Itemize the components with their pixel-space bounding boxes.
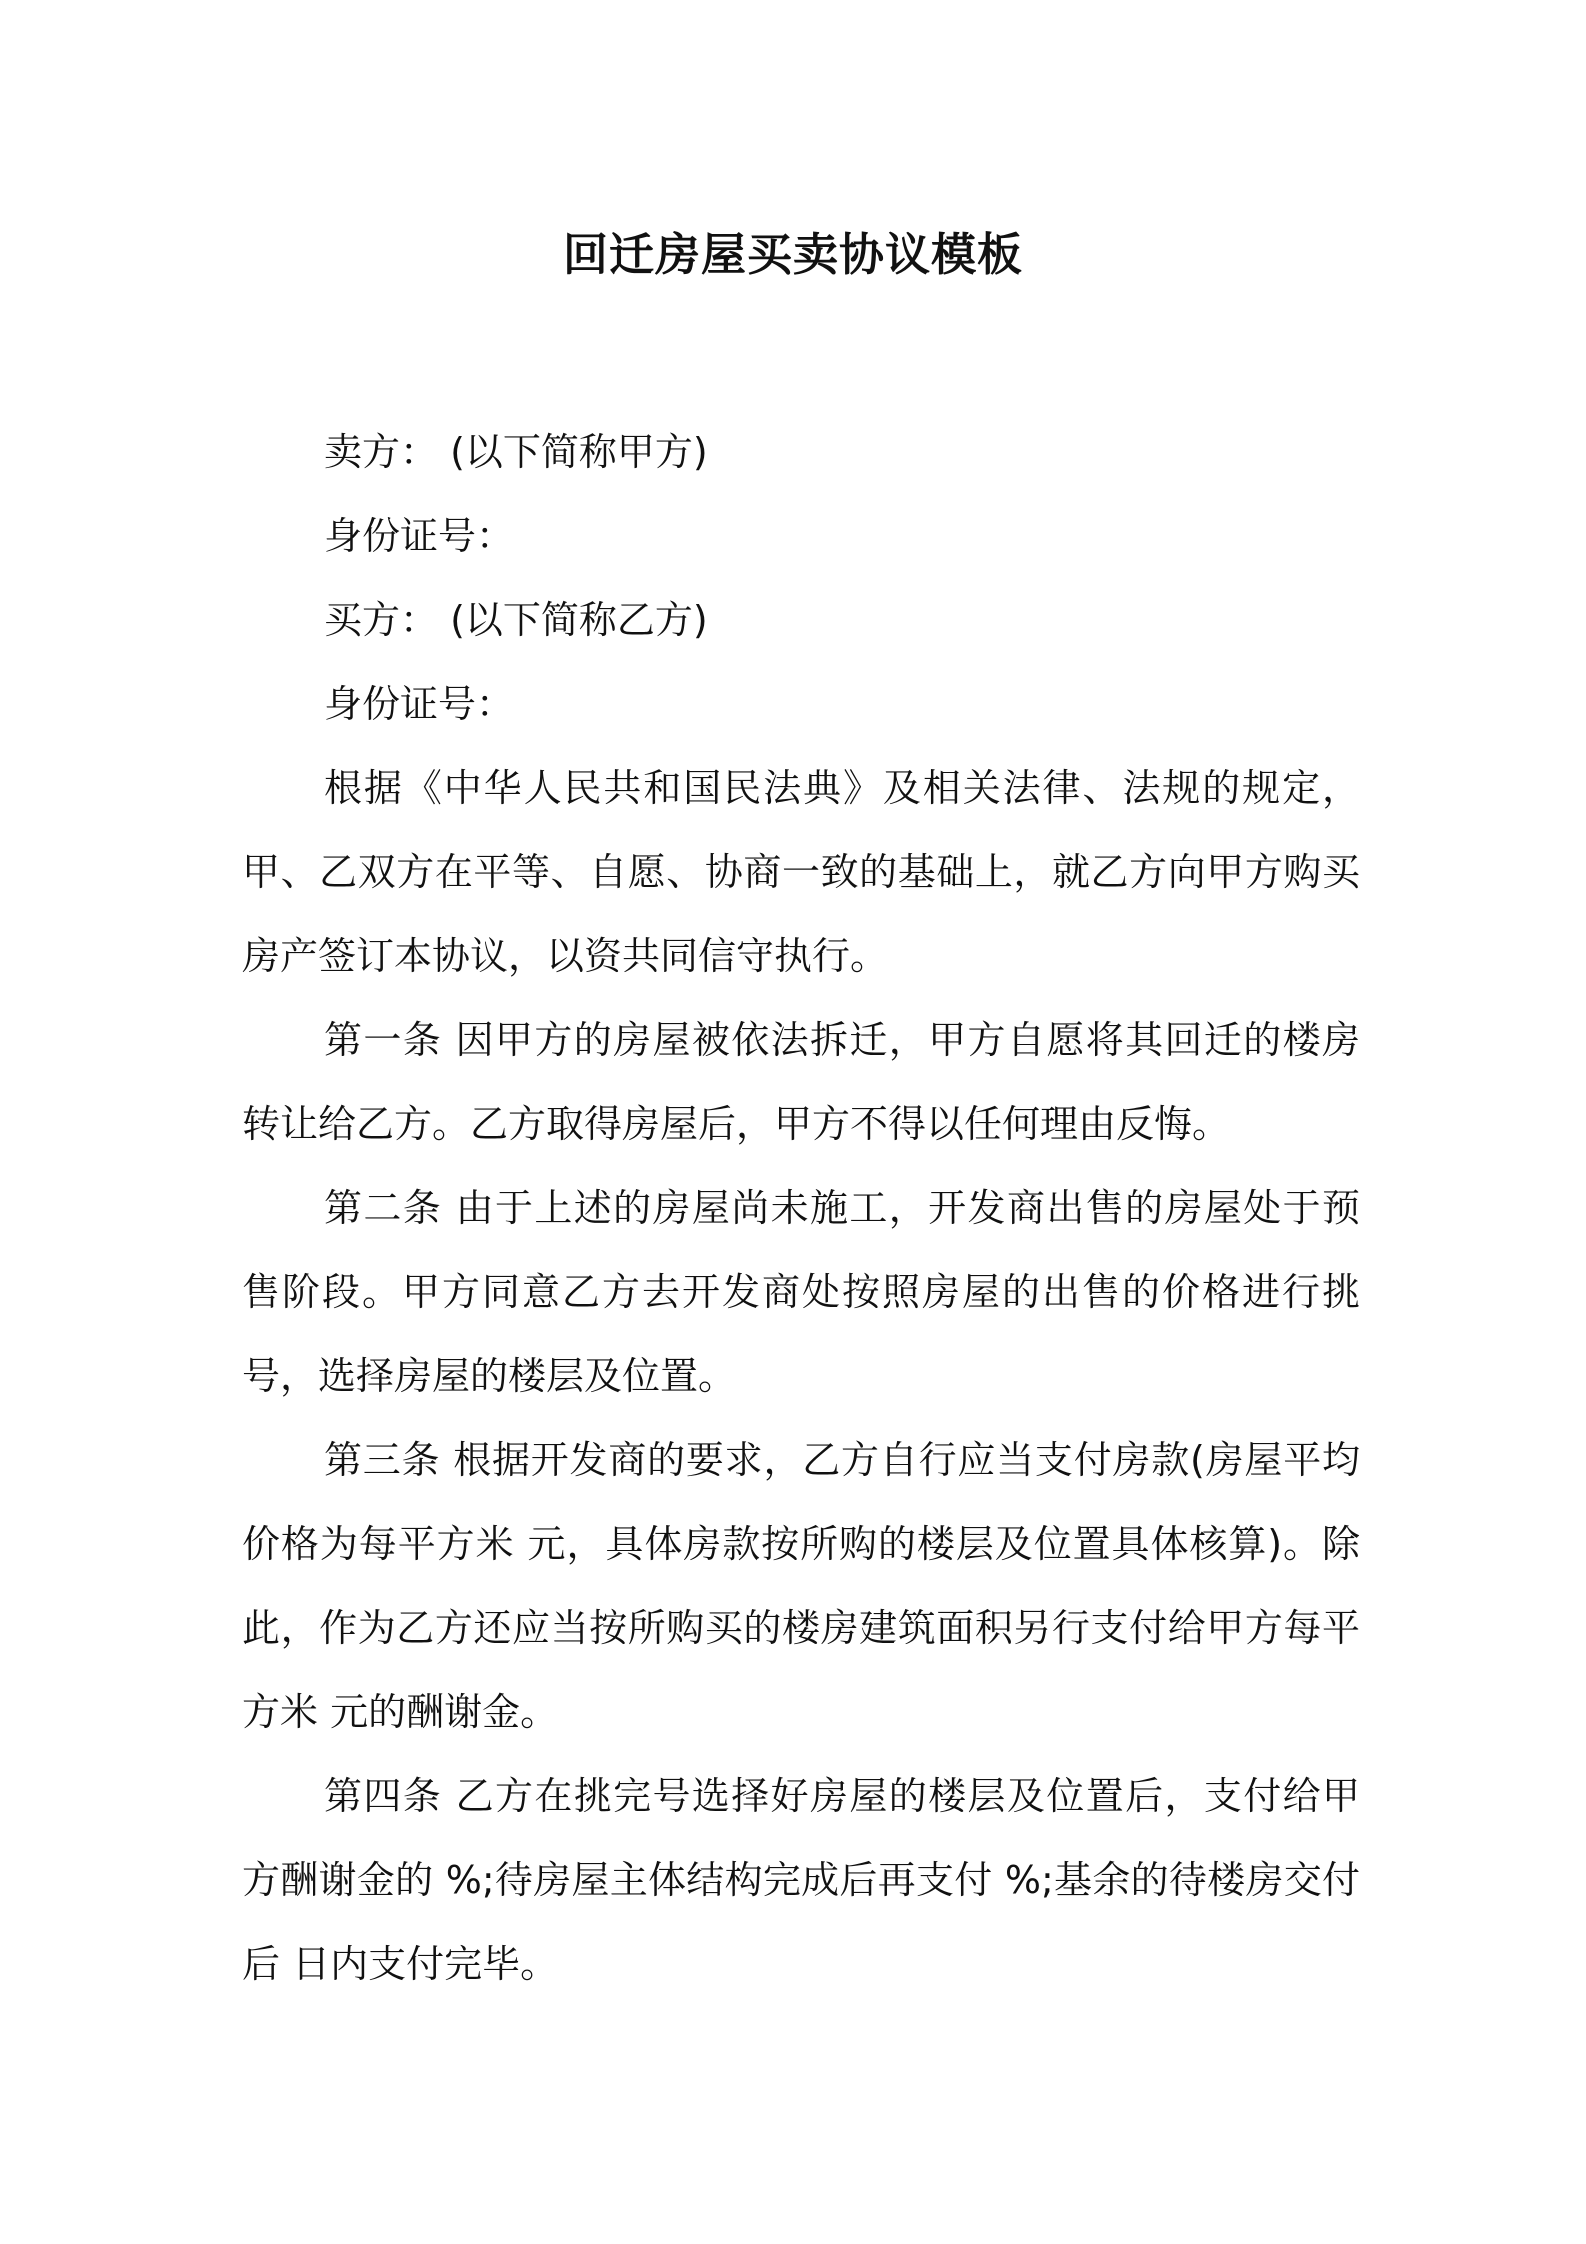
seller-line: 卖方： (以下简称甲方) <box>324 430 708 474</box>
article-4-paragraph: 第四条 乙方在挑完号选择好房屋的楼层及位置后，支付给甲方酬谢金的 %;待房屋主体结构完成后再支付 %;基余的待楼房交付后 日内支付完毕。 <box>242 1774 1360 1986</box>
article-3-paragraph: 第三条 根据开发商的要求，乙方自行应当支付房款(房屋平均价格为每平方米 元，具体房款按所购的楼层及位置具体核算)。除此，作为乙方还应当按所购买的楼房建筑面积另行支付给甲方每平方米 元的酬谢金。 <box>242 1438 1360 1734</box>
document-body <box>242 410 1360 2006</box>
article-2-paragraph: 第二条 由于上述的房屋尚未施工，开发商出售的房屋处于预售阶段。甲方同意乙方去开发商处按照房屋的出售的价格进行挑号，选择房屋的楼层及位置。 <box>242 1186 1360 1398</box>
preamble-paragraph: 根据《中华人民共和国民法典》及相关法律、法规的规定，甲、乙双方在平等、自愿、协商一致的基础上，就乙方向甲方购买房产签订本协议，以资共同信守执行。 <box>242 766 1360 978</box>
buyer-line: 买方： (以下简称乙方) <box>324 598 708 642</box>
article-1-paragraph: 第一条 因甲方的房屋被依法拆迁，甲方自愿将其回迁的楼房转让给乙方。乙方取得房屋后，甲方不得以任何理由反悔。 <box>242 1018 1360 1146</box>
document-title: 回迁房屋买卖协议模板 <box>562 228 1023 281</box>
buyer-id-line: 身份证号： <box>324 682 515 726</box>
seller-id-line: 身份证号： <box>324 514 515 558</box>
